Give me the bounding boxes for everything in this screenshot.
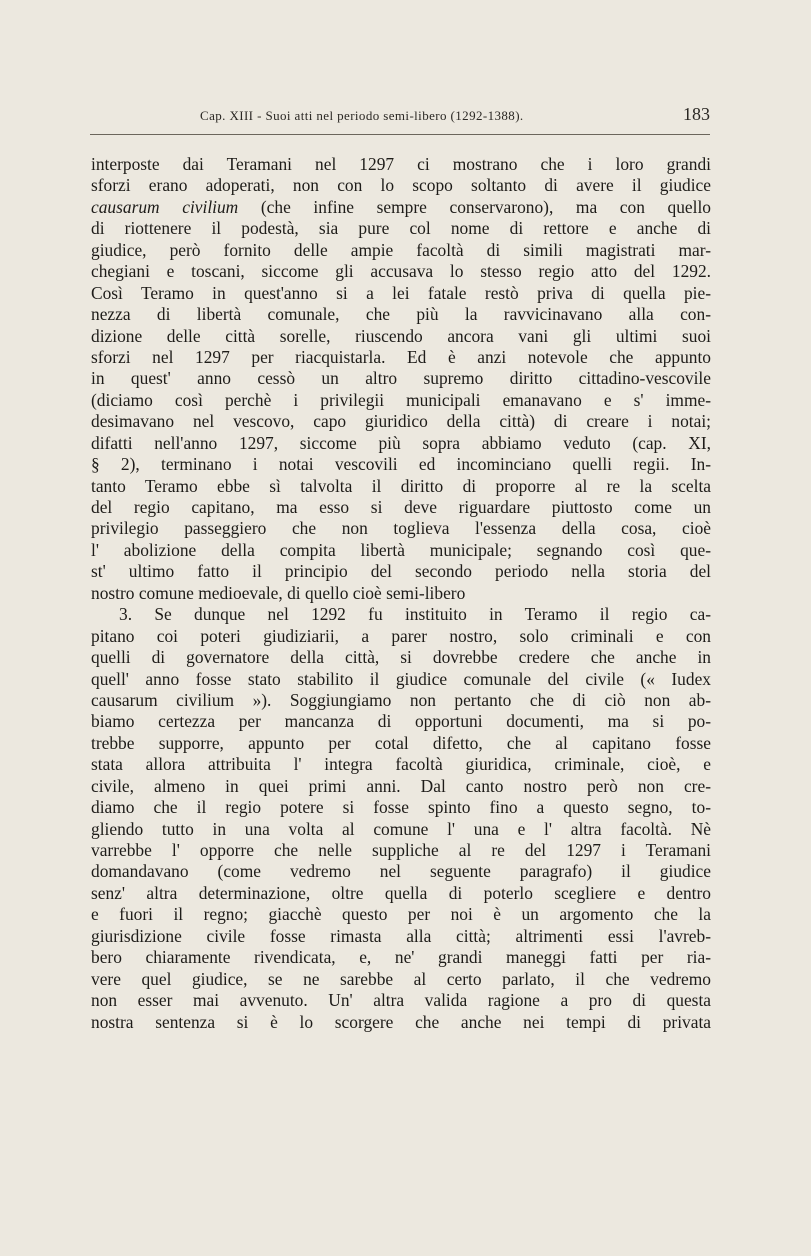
- text-line: dizione delle città sorelle, riuscendo ancora vani gli ultimi suoi: [91, 325, 711, 346]
- section-3-first-line: 3. Se dunque nel 1292 fu instituito in Teramo il regio ca-: [119, 604, 711, 625]
- text-line: non esser mai avvenuto. Un' altra valida ragione a pro di questa: [91, 990, 711, 1011]
- text-line: vere quel giudice, se ne sarebbe al certo parlato, il che vedremo: [91, 968, 711, 989]
- text-line: senz' altra determinazione, oltre quella di poterlo scegliere e dentro: [91, 882, 711, 903]
- text-line: sforzi nel 1297 per riacquistarla. Ed è anzi notevole che appunto: [91, 346, 711, 367]
- text-line: civile, almeno in quei primi anni. Dal canto nostro però non cre-: [91, 775, 711, 796]
- text-line: difatti nell'anno 1297, siccome più sopra abbiamo veduto (cap. XI,: [91, 432, 711, 453]
- text-line: pitano coi poteri giudiziarii, a parer nostro, solo criminali e con: [91, 625, 711, 646]
- text-line: chegiani e toscani, siccome gli accusava lo stesso regio atto del 1292.: [91, 261, 711, 282]
- text-line: § 2), terminano i notai vescovili ed incominciano quelli regii. In-: [91, 454, 711, 475]
- text-line: causarum civilium »). Soggiungiamo non pertanto che di ciò non ab-: [91, 689, 711, 710]
- text-line: varrebbe l' opporre che nelle suppliche al re del 1297 i Teramani: [91, 840, 711, 860]
- italic-latin-phrase: causarum civilium: [91, 196, 239, 217]
- text-line: sforzi erano adoperati, non con lo scopo soltanto di avere il giudice: [91, 175, 711, 196]
- text-line: st' ultimo fatto il principio del secondo periodo nella storia del: [91, 561, 711, 582]
- text-line: Così Teramo in quest'anno si a lei fatale restò priva di quella pie-: [91, 282, 711, 303]
- body-text: [91, 154, 711, 1033]
- text-line: quelli di governatore della città, si dovrebbe credere che anche in: [91, 647, 711, 668]
- text-line: in quest' anno cessò un altro supremo diritto cittadino-vescovile: [91, 368, 711, 389]
- text-line: di riottenere il podestà, sia pure col nome di rettore e anche di: [91, 218, 711, 239]
- text-line: giurisdizione civile fosse rimasta alla città; altrimenti essi l'avreb-: [91, 925, 711, 946]
- text-line: interposte dai Teramani nel 1297 ci mostrano che i loro grandi: [91, 154, 711, 174]
- text-line: stata allora attribuita l' integra facoltà giuridica, criminale, cioè, e: [91, 754, 711, 775]
- page-header: [90, 104, 710, 132]
- text-line: trebbe supporre, appunto per cotal difetto, che al capitano fosse: [91, 732, 711, 753]
- text-line: bero chiaramente rivendicata, e, ne' grandi maneggi fatti per ria-: [91, 947, 711, 968]
- page-number: 183: [683, 104, 710, 124]
- text-line: nostra sentenza si è lo scorgere che anche nei tempi di privata: [91, 1011, 711, 1032]
- text-line: (diciamo così perchè i privilegii municipali emanavano e s' imme-: [91, 389, 711, 410]
- text-line: desimavano nel vescovo, capo giuridico della città) di creare i notai;: [91, 411, 711, 432]
- text-line: nezza di libertà comunale, che più la ravvicinavano alla con-: [91, 304, 711, 325]
- text-line: tanto Teramo ebbe sì talvolta il diritto di proporre al re la scelta: [91, 475, 711, 496]
- header-rule: [90, 134, 710, 135]
- text-line: gliendo tutto in una volta al comune l' una e l' altra facoltà. Nè: [91, 818, 711, 839]
- text-line: [91, 197, 711, 218]
- text-line: l' abolizione della compita libertà municipale; segnando così que-: [91, 539, 711, 560]
- text-line-rest: (che infine sempre conservarono), ma con quello: [238, 196, 711, 217]
- text-line: quell' anno fosse stato stabilito il giudice comunale del civile (« Iudex: [91, 668, 711, 689]
- paragraph-last-line: nostro comune medioevale, di quello cioè semi-libero: [91, 582, 466, 603]
- text-line: domandavano (come vedremo nel seguente paragrafo) il giudice: [91, 861, 711, 882]
- text-line: e fuori il regno; giacchè questo per noi è un argomento che la: [91, 904, 711, 925]
- text-line: privilegio passeggiero che non toglieva l'essenza della cosa, cioè: [91, 518, 711, 539]
- running-head: Cap. XIII - Suoi atti nel periodo semi-libero (1292-1388).: [200, 108, 524, 123]
- text-line: diamo che il regio potere si fosse spinto fino a questo segno, to-: [91, 797, 711, 818]
- text-line: biamo certezza per mancanza di opportuni documenti, ma si po-: [91, 711, 711, 732]
- text-line: del regio capitano, ma esso si deve riguardare piuttosto come un: [91, 497, 711, 517]
- text-line: giudice, però fornito delle ampie facoltà di simili magistrati mar-: [91, 239, 711, 260]
